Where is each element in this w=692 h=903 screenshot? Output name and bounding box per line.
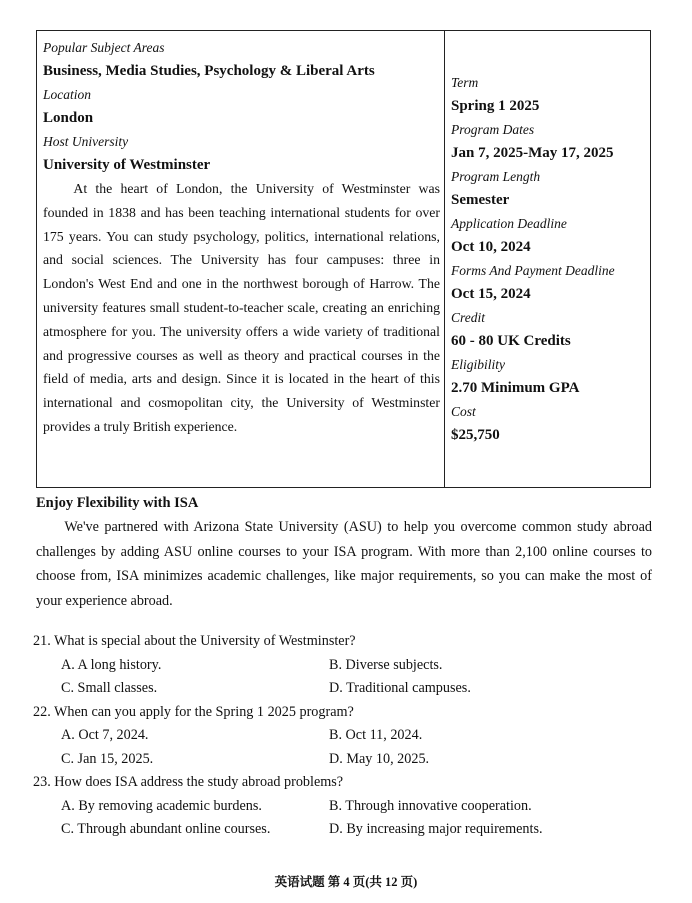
question-23 [33, 771, 653, 842]
option-a: A. Oct 7, 2024. [61, 727, 149, 743]
term-label: Term [451, 75, 479, 90]
host-label: Host University [43, 134, 129, 149]
question-stem: 21. What is special about the University of Westminster? [33, 633, 356, 649]
option-d: D. May 10, 2025. [329, 750, 430, 767]
location-label: Location [43, 87, 92, 102]
option-b: B. Diverse subjects. [329, 656, 443, 673]
question-22 [33, 701, 653, 772]
answer-options [33, 795, 653, 842]
eligibility-value: 2.70 Minimum GPA [451, 379, 580, 396]
term-value: Spring 1 2025 [451, 97, 540, 114]
answer-options [33, 654, 653, 701]
location-value: London [43, 109, 94, 126]
application-deadline-value: Oct 10, 2024 [451, 238, 531, 255]
credit-value: 60 - 80 UK Credits [451, 332, 571, 349]
option-a: A. By removing academic burdens. [61, 797, 262, 814]
option-b: B. Through innovative cooperation. [329, 797, 532, 814]
isa-section [36, 491, 652, 613]
eligibility-label: Eligibility [451, 357, 505, 372]
credit-label: Credit [451, 310, 486, 325]
program-dates-value: Jan 7, 2025-May 17, 2025 [451, 144, 614, 161]
option-a: A. A long history. [61, 656, 162, 673]
question-stem: 23. How does ISA address the study abroad problems? [33, 774, 344, 790]
question-list [33, 630, 653, 842]
payment-deadline-value: Oct 15, 2024 [451, 285, 531, 302]
subject-value: Business, Media Studies, Psychology & Liberal Arts [43, 62, 375, 79]
program-length-label: Program Length [451, 169, 541, 184]
isa-heading: Enjoy Flexibility with ISA [36, 495, 199, 511]
cost-value: $25,750 [451, 426, 500, 443]
option-c: C. Small classes. [61, 680, 158, 696]
question-21 [33, 630, 653, 701]
page-footer: 英语试题 第 4 页(共 12 页) [274, 875, 418, 889]
subject-label: Popular Subject Areas [43, 40, 165, 55]
program-dates-label: Program Dates [451, 122, 535, 137]
isa-body: We've partnered with Arizona State University (ASU) to help you overcome common study abroad challenges by adding ASU online courses to your ISA program. With more than 2,100 online courses to choose from, ISA minimizes academic challenges, like major requirements, so you can make the most of your experience abroad. [36, 519, 652, 609]
program-info-left [37, 31, 445, 487]
payment-deadline-label: Forms And Payment Deadline [451, 263, 615, 278]
application-deadline-label: Application Deadline [451, 216, 567, 231]
program-info-right [445, 31, 650, 487]
host-value: University of Westminster [43, 156, 211, 173]
option-d: D. By increasing major requirements. [329, 821, 543, 837]
question-stem: 22. When can you apply for the Spring 1 2025 program? [33, 703, 354, 720]
option-b: B. Oct 11, 2024. [329, 727, 423, 743]
cost-label: Cost [451, 404, 476, 419]
answer-options [33, 724, 653, 771]
option-c: C. Through abundant online courses. [61, 821, 271, 837]
program-length-value: Semester [451, 191, 510, 208]
program-info-box [36, 30, 651, 488]
option-d: D. Traditional campuses. [329, 680, 471, 696]
university-description: At the heart of London, the University of Westminster was founded in 1838 and has been teaching international students for over 175 years. You can study psychology, politics, international relations, and social sciences. The University has four campuses: three in London's West End and one in the northwest borough of Harrow. The university features small student-to-teacher scale, creating an enriching atmosphere for you. The university offers a wide variety of traditional and progressive courses as well as theory and practical courses in the field of media, arts and design. Since it is located in the heart of this international and cosmopolitan city, the University of Westminster provides a truly British experience. [43, 181, 440, 434]
option-c: C. Jan 15, 2025. [61, 750, 154, 767]
